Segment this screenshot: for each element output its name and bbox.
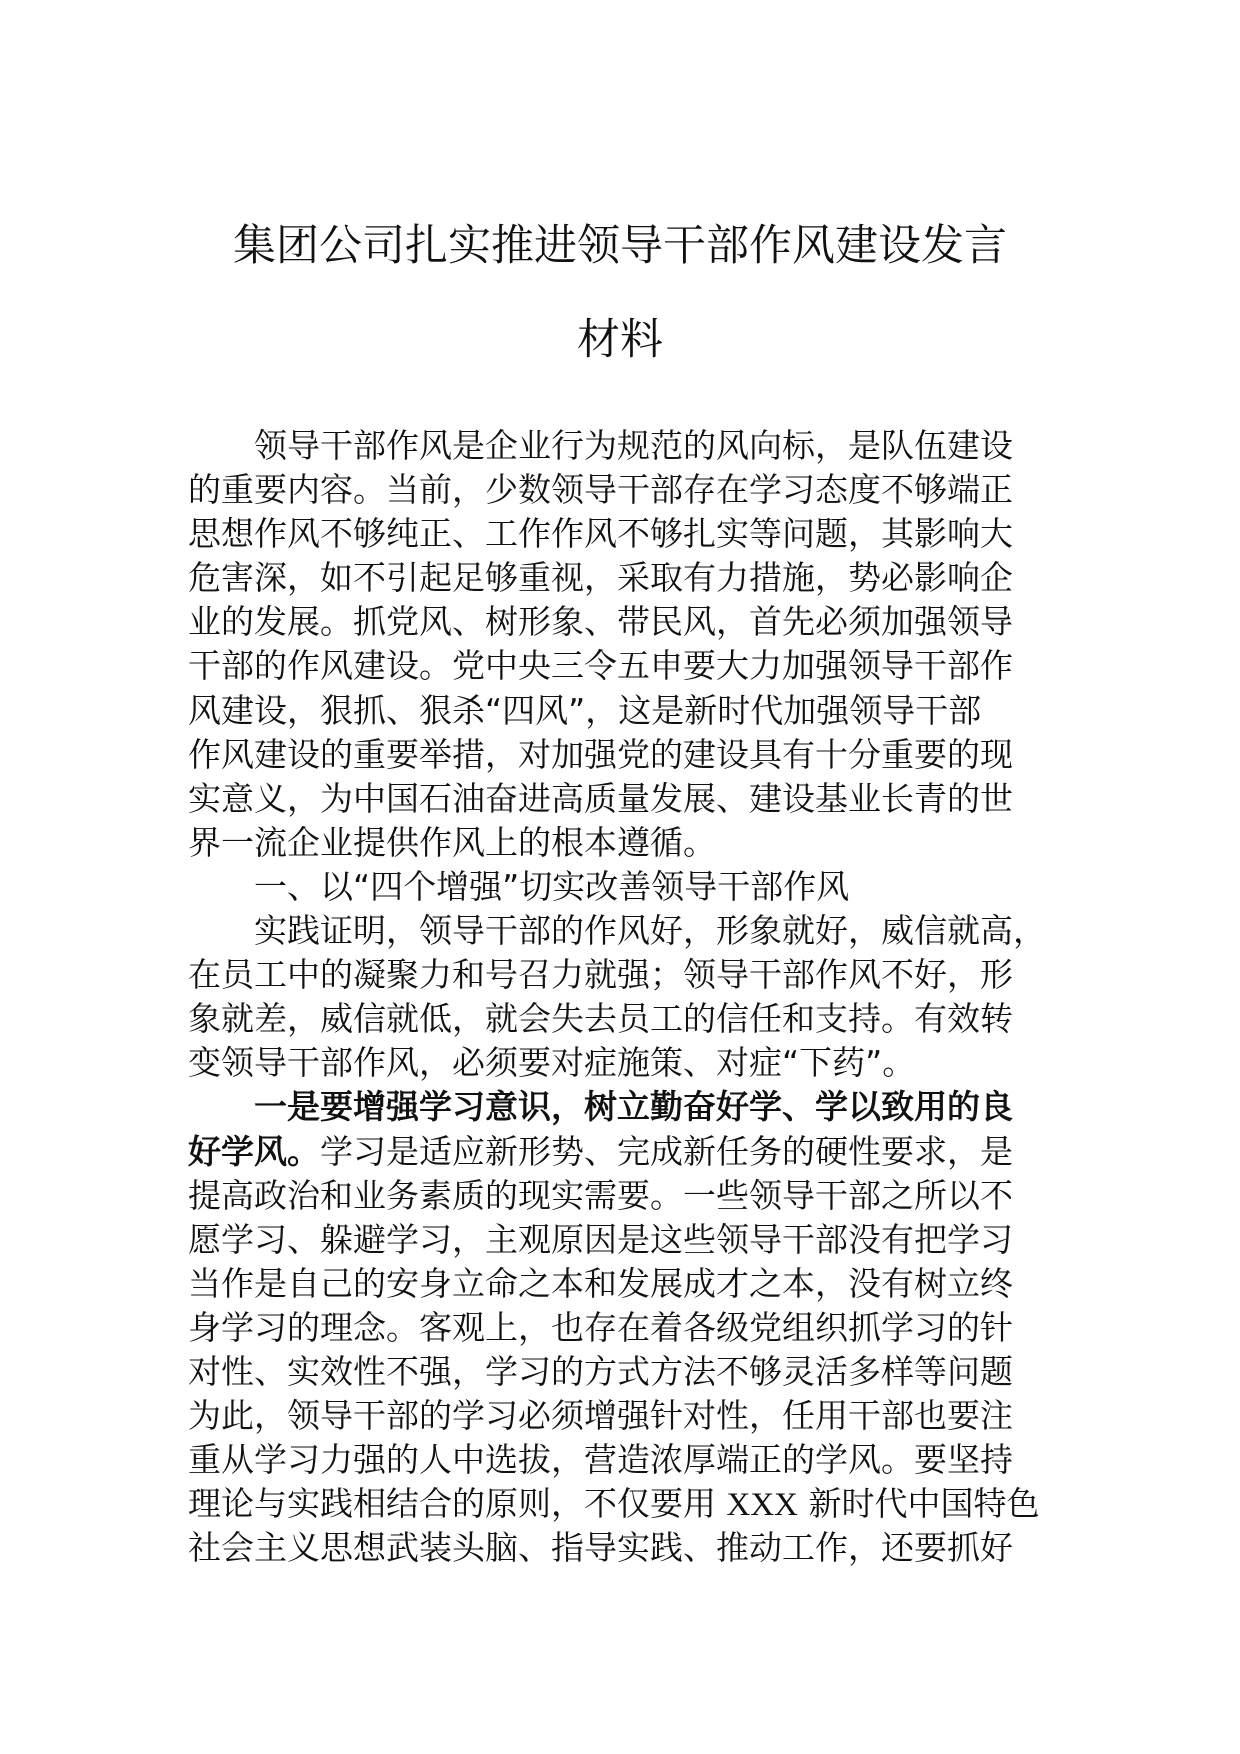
body-line: 对性、实效性不强，学习的方式方法不够灵活多样等问题 [188,1351,1013,1391]
body-line: 的重要内容。当前，少数领导干部存在学习态度不够端正 [188,470,1013,510]
body-line: 业的发展。抓党风、树形象、带民风，首先必须加强领导 [188,602,1013,642]
body-line: 提高政治和业务素质的现实需要。一些领导干部之所以不 [188,1175,1013,1215]
body-line: 干部的作风建设。党中央三令五申要大力加强领导干部作 [188,646,1013,686]
body-line [188,1130,1058,1174]
body-line: 变领导干部作风，必须要对症施策、对症“下药”。 [188,1043,916,1083]
body-line: 身学习的理念。客观上，也存在着各级党组织抓学习的针 [188,1307,1013,1347]
body-line: 在员工中的凝聚力和号召力就强；领导干部作风不好，形 [188,955,1013,995]
body-line: 当作是自己的安身立命之本和发展成才之本，没有树立终 [188,1263,1013,1303]
body-line: 界一流企业提供作风上的根本遵循。 [188,822,716,862]
body-line [188,1482,1058,1526]
body-line: 社会主义思想武装头脑、指导实践、推动工作，还要抓好 [188,1528,1013,1568]
body-line: 重从学习力强的人中选拔，营造浓厚端正的学风。要坚持 [188,1440,1013,1480]
body-line: 风建设，狠抓、狠杀“四风”，这是新时代加强领导干部 [188,690,982,730]
document-title-line-1: 集团公司扎实推进领导干部作风建设发言 [233,221,1007,271]
body-line: 危害深，如不引起足够重视，采取有力措施，势必影响企 [188,558,1013,598]
body-line: 思想作风不够纯正、工作作风不够扎实等问题，其影响大 [188,514,1013,554]
bold-lead-end: 好学风。 [188,1131,320,1171]
body-line: 实意义，为中国石油奋进高质量发展、建设基业长青的世 [188,778,1013,818]
body-line: 领导干部作风是企业行为规范的风向标，是队伍建设 [254,426,1013,465]
body-line: 作风建设的重要举措，对加强党的建设具有十分重要的现 [188,734,1013,774]
body-line: 愿学习、躲避学习，主观原因是这些领导干部没有把学习 [188,1219,1013,1259]
placeholder-text: XXX [726,1487,798,1524]
body-line: 实践证明，领导干部的作风好，形象就好，威信就高， [254,911,1046,951]
document-title-line-2: 材料 [577,315,663,365]
body-line-tail: 新时代中国特色 [798,1484,1040,1524]
body-line: 象就差，威信就低，就会失去员工的信任和支持。有效转 [188,999,1013,1039]
section-heading: 一、以“四个增强”切实改善领导干部作风 [254,866,850,906]
document-body [188,424,1058,1570]
bold-lead-line: 一是要增强学习意识，树立勤奋好学、学以致用的良 [254,1087,1013,1127]
body-line-tail: 学习是适应新形势、完成新任务的硬性要求，是 [320,1131,1013,1171]
body-line: 为此，领导干部的学习必须增强针对性，任用干部也要注 [188,1396,1013,1436]
body-line-head: 理论与实践相结合的原则，不仅要用 [188,1484,727,1524]
